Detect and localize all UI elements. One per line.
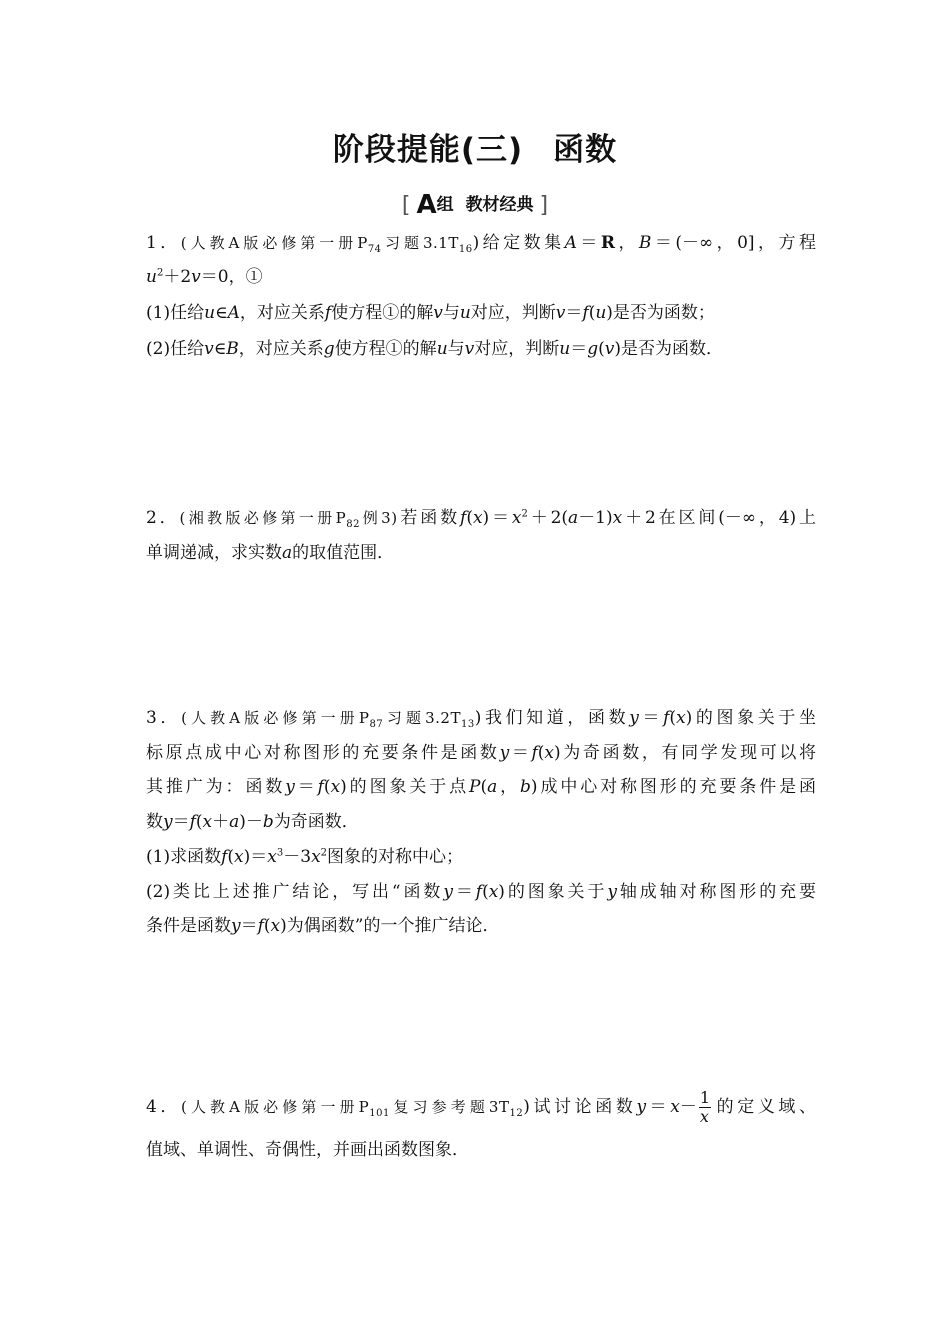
q1-line-4: (2)任给v∈B，对应关系g使方程①的解u与v对应，判断u＝g(v)是否为函数． xyxy=(146,339,723,359)
q1-line-2: $u^2+2v=0$，① xyxy=(146,267,263,287)
section-letter: A xyxy=(416,190,437,220)
page-title xyxy=(0,124,950,169)
bracket-close: ] xyxy=(539,193,549,218)
q3-line-3: 其推广为：函数y＝f(x)的图象关于点P(a，b)成中心对称图形的充要条件是函 xyxy=(146,777,817,797)
title-sub: 函数 xyxy=(553,132,618,168)
q3-line-2: 标原点成中心对称图形的充要条件是函数y＝f(x)为奇函数，有同学发现可以将 xyxy=(146,743,817,763)
q3-line-6: (2)类比上述推广结论，写出“函数y＝f(x)的图象关于y轴成轴对称图形的充要 xyxy=(146,882,817,902)
q2-line-1: 2．(湘教版必修第一册$P_{82}$例3)若函数$f(x)=x^2+2(a-1)x+2$在区间(－∞，4)上 xyxy=(146,508,817,530)
section-heading xyxy=(0,190,950,220)
q1-line-3: (1)任给u∈A，对应关系f使方程①的解v与u对应，判断v＝f(u)是否为函数； xyxy=(146,303,715,323)
section-group: 组 xyxy=(436,195,454,215)
title-main: 阶段提能(三) xyxy=(332,132,524,168)
section-name: 教材经典 xyxy=(465,195,534,215)
fraction-one-over-x: $\frac{1}{x}$ xyxy=(699,1088,711,1126)
q4-line-2: 值域、单调性、奇偶性，并画出函数图象． xyxy=(146,1140,469,1160)
q1-line-1: 1．(人教A版必修第一册$P_{74}$习题$3.1T_{16}$)给定数集A＝R，B＝(－∞，0]，方程 xyxy=(146,233,816,255)
bracket-open: [ xyxy=(401,193,411,218)
q3-line-1: 3．(人教A版必修第一册$P_{87}$习题$3.2T_{13}$)我们知道，函数y＝f(x)的图象关于坐 xyxy=(146,708,816,730)
q2-line-2: 单调递减，求实数a的取值范围． xyxy=(146,543,395,563)
q3-line-5: (1)求函数$f(x)=x^3-3x^2$图象的对称中心； xyxy=(146,847,464,867)
q3-line-4: 数y＝f(x＋a)－b为奇函数． xyxy=(146,812,359,832)
q4-line-1: 4．(人教A版必修第一册$P_{101}$复习参考题$3T_{12}$)试讨论函数y＝x－ $\frac{1}{x}$ 的定义域、 xyxy=(146,1088,817,1126)
q3-line-7: 条件是函数y＝f(x)为偶函数”的一个推广结论． xyxy=(146,916,500,936)
